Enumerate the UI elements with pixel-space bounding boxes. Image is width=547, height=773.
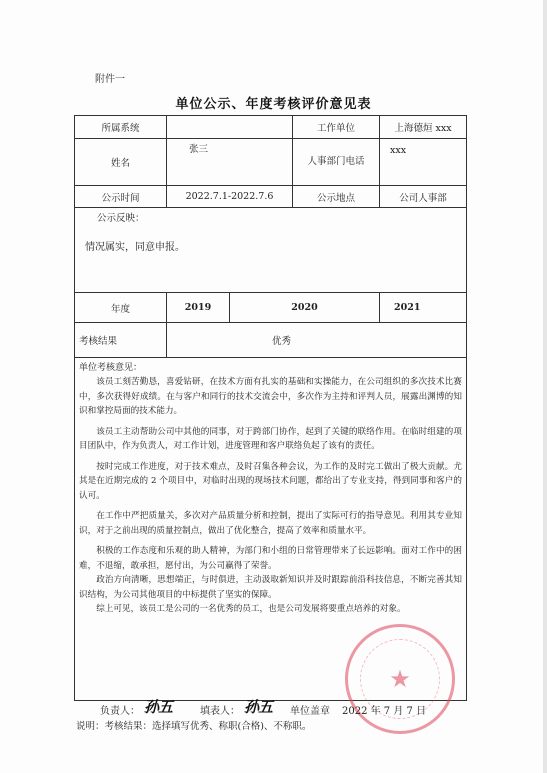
- seal-star-icon: ★: [389, 665, 411, 693]
- filler-signature: 孙五: [244, 698, 273, 716]
- row-result: [75, 323, 467, 358]
- opinion-paragraph: 积极的工作态度和乐观的助人精神，为部门和小组的日常管理带来了长远影响。面对工作中的困难，不退缩，敢承担，愿付出，为公司赢得了荣誉。: [79, 546, 462, 571]
- form-title: 单位公示、年度考核评价意见表: [175, 97, 372, 112]
- opinion-paragraph: 在工作中严把质量关，多次对产品质量分析和控制，提出了实际可行的指导意见。利用其专业知识，对于之前出现的质量控制点，做出了优化整合，提高了效率和质量水平。: [79, 511, 462, 536]
- year-label: 年度: [75, 293, 167, 323]
- time-label: 公示时间: [75, 186, 167, 208]
- place-value: 公司人事部: [380, 186, 467, 208]
- opinion-paragraph: 按时完成工作进度，对于技术难点，及时召集各种会议，为工作的及时完工做出了极大贡献。尤其是在近期完成的 2 个项目中，对临时出现的现场技术问题，都给出了专业支持，得到同事和客户的认可。: [79, 461, 462, 501]
- year-3: 2021: [380, 293, 467, 323]
- row-years: [75, 293, 467, 323]
- result-label: 考核结果: [75, 323, 167, 358]
- year-1: 2019: [167, 293, 230, 323]
- phone-label: 人事部门电话: [293, 139, 380, 186]
- opinion-paragraph: 综上可见，该员工是公司的一名优秀的员工，也是公司发展将要重点培养的对象。: [96, 604, 406, 614]
- row-name: [75, 139, 467, 186]
- feedback-label: 公示反映：: [97, 213, 145, 224]
- row-time: [75, 186, 467, 208]
- unit-label: 工作单位: [293, 116, 380, 139]
- evaluation-form: [74, 115, 467, 701]
- responsible-signature: 孙五: [144, 698, 173, 716]
- dept-label: 所属系统: [75, 116, 167, 139]
- name-label: 姓名: [75, 139, 167, 186]
- dept-value: [167, 116, 293, 139]
- row-feedback: [75, 208, 467, 293]
- opinion-label: 单位考核意见：: [79, 363, 143, 373]
- feedback-text: 情况属实，同意申报。: [85, 242, 185, 253]
- seal-label: 单位盖章: [290, 706, 330, 717]
- time-value: 2022.7.1-2022.7.6: [167, 186, 293, 208]
- name-value: 张三: [167, 139, 293, 186]
- year-2: 2020: [230, 293, 380, 323]
- company-seal: [345, 624, 455, 734]
- opinion-paragraph: 该员工刻苦勤恳，喜爱钻研，在技术方面有扎实的基础和实操能力，在公司组织的多次技术比赛中，多次获得好成绩。在与客户和同行的技术交流会中，多次作为主持和评判人员，展露出渊博的知识和掌控局面的技术能力。: [79, 377, 462, 416]
- result-value: 优秀: [167, 323, 467, 358]
- filler-label: 填表人：: [200, 706, 240, 717]
- scan-edge: [543, 0, 547, 773]
- phone-value: xxx: [380, 139, 467, 186]
- opinion-paragraph: 政治方向清晰，思想端正，与时俱进，主动汲取新知识并及时跟踪前沿科技信息，不断完善其知识结构，为公司其他项目的中标提供了坚实的保障。: [79, 575, 462, 600]
- attachment-label: 附件一: [95, 74, 125, 85]
- responsible-label: 负责人：: [100, 706, 140, 717]
- sign-date: 2022 年 7 月 7 日: [342, 706, 427, 717]
- place-label: 公示地点: [293, 186, 380, 208]
- row-dept: [75, 116, 467, 139]
- unit-value: 上海德烜 xxx: [380, 116, 467, 139]
- feedback-cell: [75, 208, 467, 293]
- footnote: 说明：考核结果：选择填写优秀、称职(合格)、不称职。: [76, 721, 312, 732]
- opinion-paragraph: 该员工主动帮助公司中其他的同事，对于跨部门协作，起到了关键的联络作用。在临时组建的项目团队中，作为负责人，对工作计划，进度管理和客户联络负起了该有的责任。: [79, 426, 462, 451]
